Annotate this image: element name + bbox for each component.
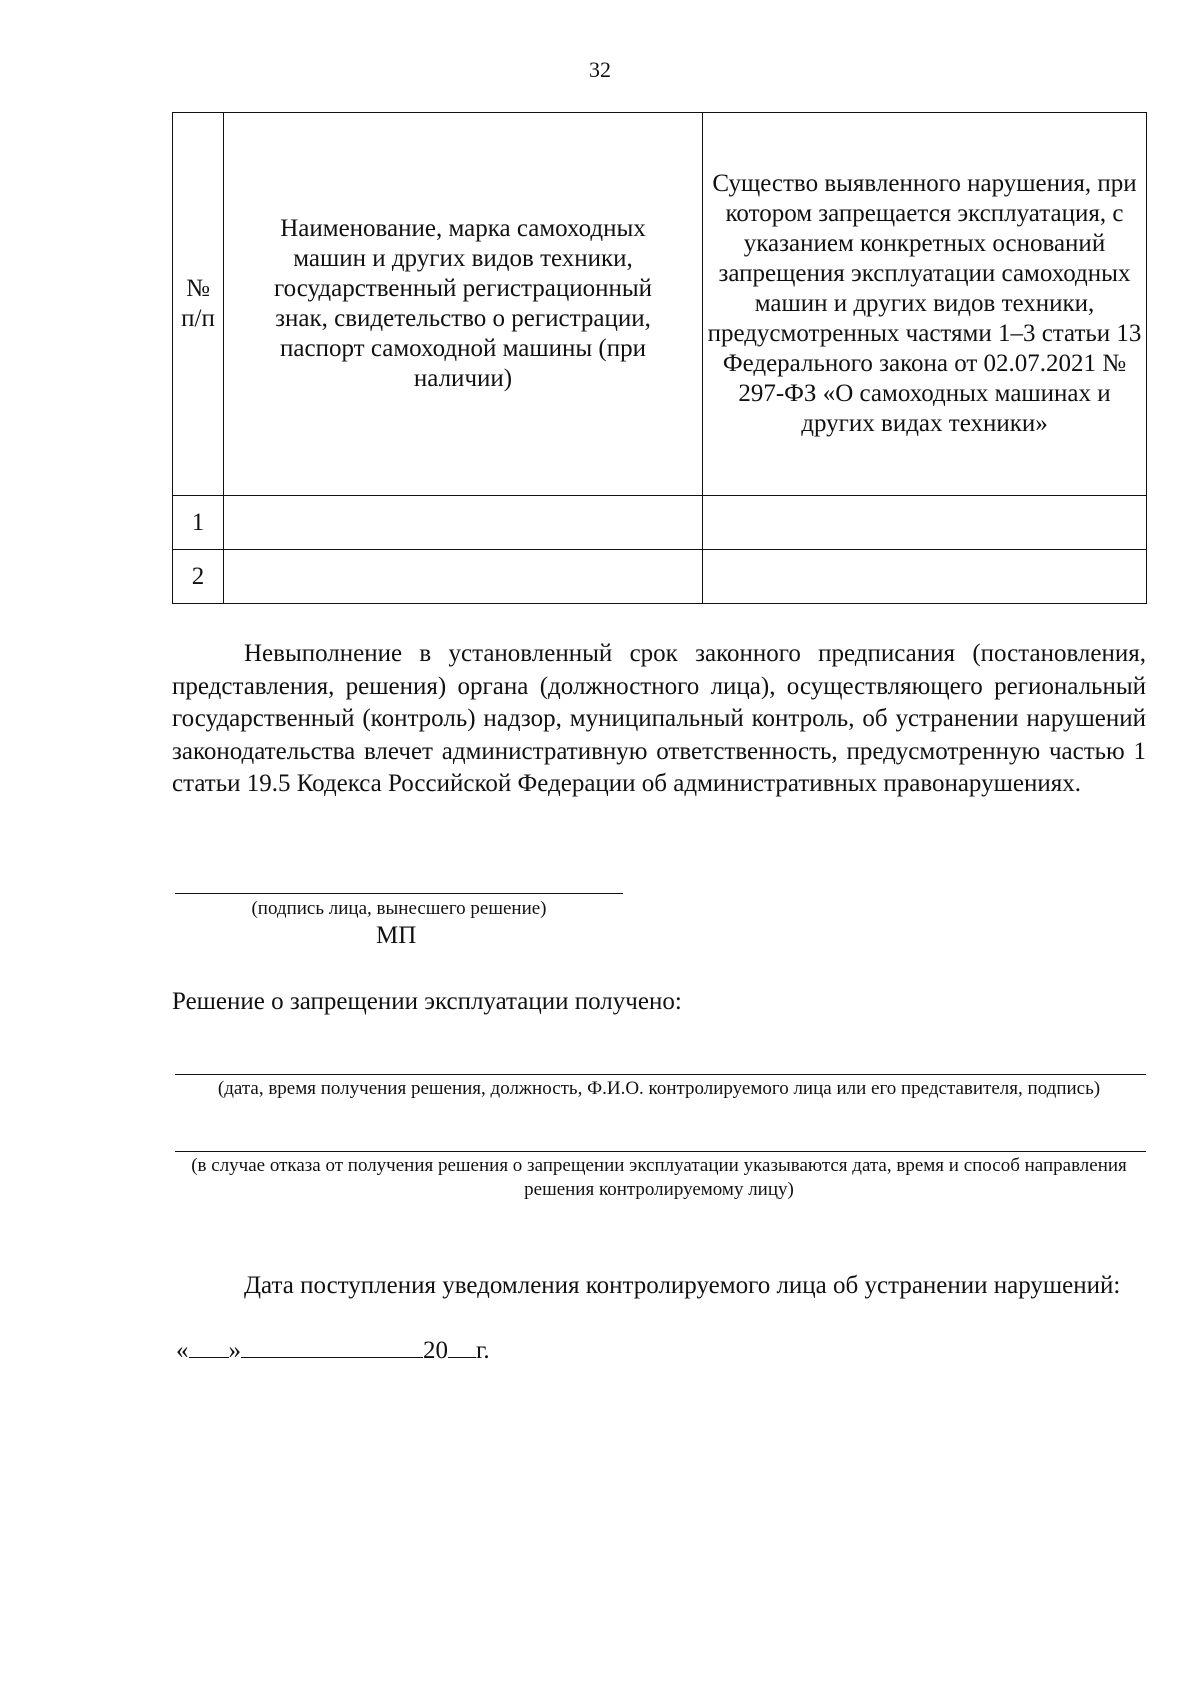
row-name <box>224 496 703 550</box>
liability-paragraph: Невыполнение в установленный срок законного предписания (постановления, представления, решения) органа (должностного лица), осуществляющего региональный государственный (контроль) надзор, муниципальный контроль, об устранении нарушений законодательства влечет административную ответственность, предусмотренную частью 1 статьи 19.5 Кодекса Российской Федерации об административных правонарушениях. <box>172 640 1146 797</box>
table-row <box>173 550 1147 604</box>
date-line <box>176 1333 490 1366</box>
received-label: Решение о запрещении эксплуатации получено: <box>172 988 682 1015</box>
page-number: 32 <box>589 57 611 82</box>
refusal-line <box>175 1151 1146 1152</box>
header-essence: Существо выявленного нарушения, при котором запрещается эксплуатация, с указанием конкретных оснований запрещения эксплуатации самоходных машин и других видов техники, предусмотренных частями 1–3 статьи 13 Федерального закона от 02.07.2021 № 297-ФЗ «О самоходных машинах и других видах техники» <box>703 113 1147 496</box>
table-row <box>173 496 1147 550</box>
signature-caption: (подпись лица, вынесшего решение) <box>251 898 547 919</box>
received-caption: (дата, время получения решения, должность, Ф.И.О. контролируемого лица или его представителя, подпись) <box>217 1078 1101 1099</box>
day-blank <box>189 1333 229 1358</box>
year-suffix: г. <box>476 1337 490 1364</box>
notice-paragraph: Дата поступления уведомления контролируемого лица об устранении нарушений: <box>244 1272 1121 1299</box>
received-line <box>175 1074 1146 1075</box>
row-name <box>224 550 703 604</box>
open-quote: « <box>176 1337 189 1364</box>
violations-table <box>172 112 1147 604</box>
month-blank <box>241 1333 423 1358</box>
header-num: № п/п <box>173 113 224 496</box>
year-blank <box>448 1333 476 1358</box>
refusal-caption: (в случае отказа от получения решения о запрещении эксплуатации указываются дата, время и способ направления решения контролируемому лицу) <box>191 1155 1127 1200</box>
year-prefix: 20 <box>423 1337 448 1364</box>
header-name: Наименование, марка самоходных машин и других видов техники, государственный регистрационный знак, свидетельство о регистрации, паспорт самоходной машины (при наличии) <box>224 113 703 496</box>
row-essence <box>703 550 1147 604</box>
table-header-row <box>173 113 1147 496</box>
seal-label: МП <box>376 922 417 949</box>
row-num: 2 <box>173 550 224 604</box>
row-essence <box>703 496 1147 550</box>
close-quote: » <box>228 1337 241 1364</box>
signature-line <box>175 893 623 894</box>
row-num: 1 <box>173 496 224 550</box>
